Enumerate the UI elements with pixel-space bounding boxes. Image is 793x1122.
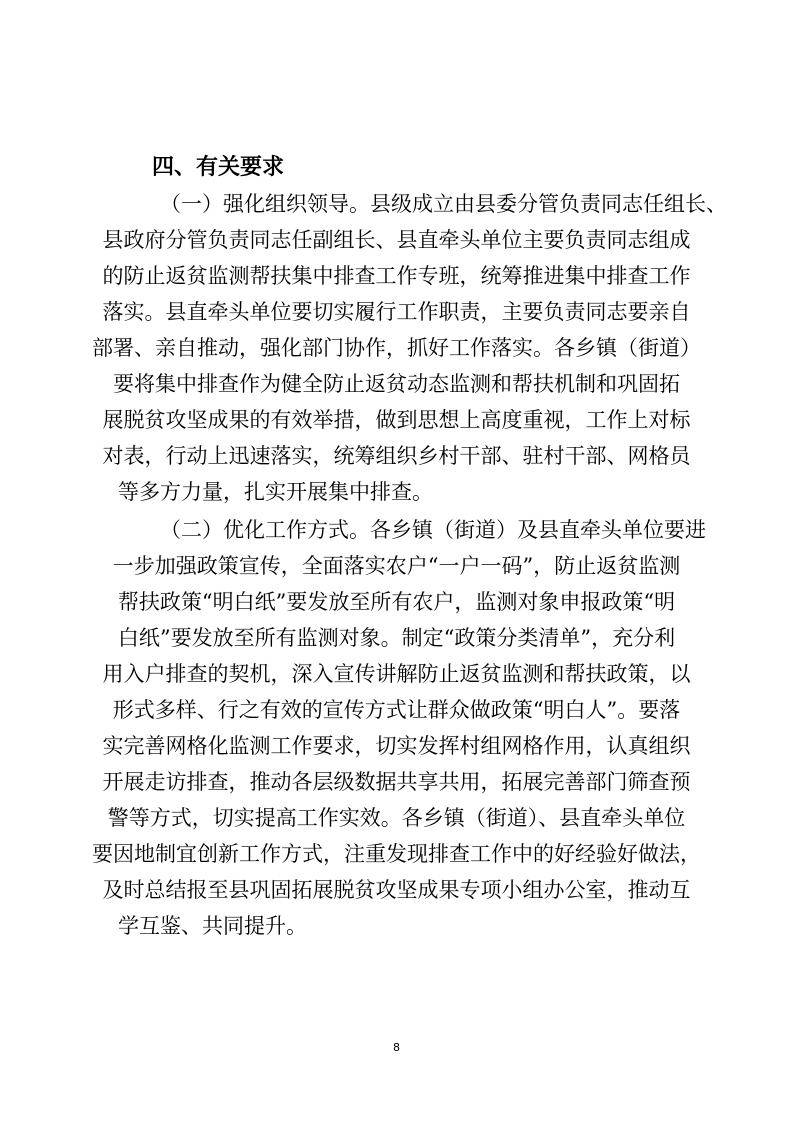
paragraph-line: 实完善网格化监测工作要求，切实发挥村组网格作用，认真组织 <box>102 734 691 758</box>
paragraph-line: （二）优化工作方式。各乡镇（街道）及县直牵头单位要进 <box>160 518 706 542</box>
paragraph-line: 要将集中排查作为健全防止返贫动态监测和帮扶机制和巩固拓 <box>113 372 680 396</box>
paragraph-line: 展脱贫攻坚成果的有效举措，做到思想上高度重视，工作上对标 <box>102 408 691 432</box>
paragraph-line: 用入户排查的契机，深入宣传讲解防止返贫监测和帮扶政策，以 <box>102 662 691 686</box>
paragraph-line: 等多方力量，扎实开展集中排查。 <box>118 480 433 504</box>
paragraph-line: 白纸”要发放至所有监测对象。制定“政策分类清单”，充分利 <box>117 626 676 650</box>
paragraph-line: 部署、亲自推动，强化部门协作，抓好工作落实。各乡镇（街道） <box>92 336 701 360</box>
paragraph-line: 县政府分管负责同志任副组长、县直牵头单位主要负责同志组成 <box>102 228 691 252</box>
paragraph-line: 一步加强政策宣传，全面落实农户“一户一码”，防止返贫监测 <box>112 554 681 578</box>
paragraph-line: 开展走访排查，推动各层级数据共享共用，拓展完善部门筛查预 <box>102 770 691 794</box>
paragraph-line: 落实。县直牵头单位要切实履行工作职责，主要负责同志要亲自 <box>102 300 691 324</box>
paragraph-line: 的防止返贫监测帮扶集中排查工作专班，统筹推进集中排查工作 <box>102 264 691 288</box>
section-heading: 四、有关要求 <box>152 155 285 180</box>
paragraph-line: 警等方式，切实提高工作实效。各乡镇（街道）、县直牵头单位 <box>107 806 686 830</box>
paragraph-line: 对表，行动上迅速落实，统筹组织乡村干部、驻村干部、网格员 <box>102 444 691 468</box>
paragraph-line: 帮扶政策“明白纸”要发放至所有农户，监测对象申报政策“明 <box>117 590 676 614</box>
paragraph-line: 及时总结报至县巩固拓展脱贫攻坚成果专项小组办公室，推动互 <box>102 878 691 902</box>
paragraph-line: 学互鉴、共同提升。 <box>118 914 307 938</box>
page-number: 8 <box>393 1041 400 1054</box>
paragraph-line: 要因地制宜创新工作方式，注重发现排查工作中的好经验好做法， <box>92 842 701 866</box>
paragraph-line: 形式多样、行之有效的宣传方式让群众做政策“明白人”。要落 <box>112 698 681 722</box>
paragraph-line: （一）强化组织领导。县级成立由县委分管负责同志任组长、 <box>160 192 727 216</box>
